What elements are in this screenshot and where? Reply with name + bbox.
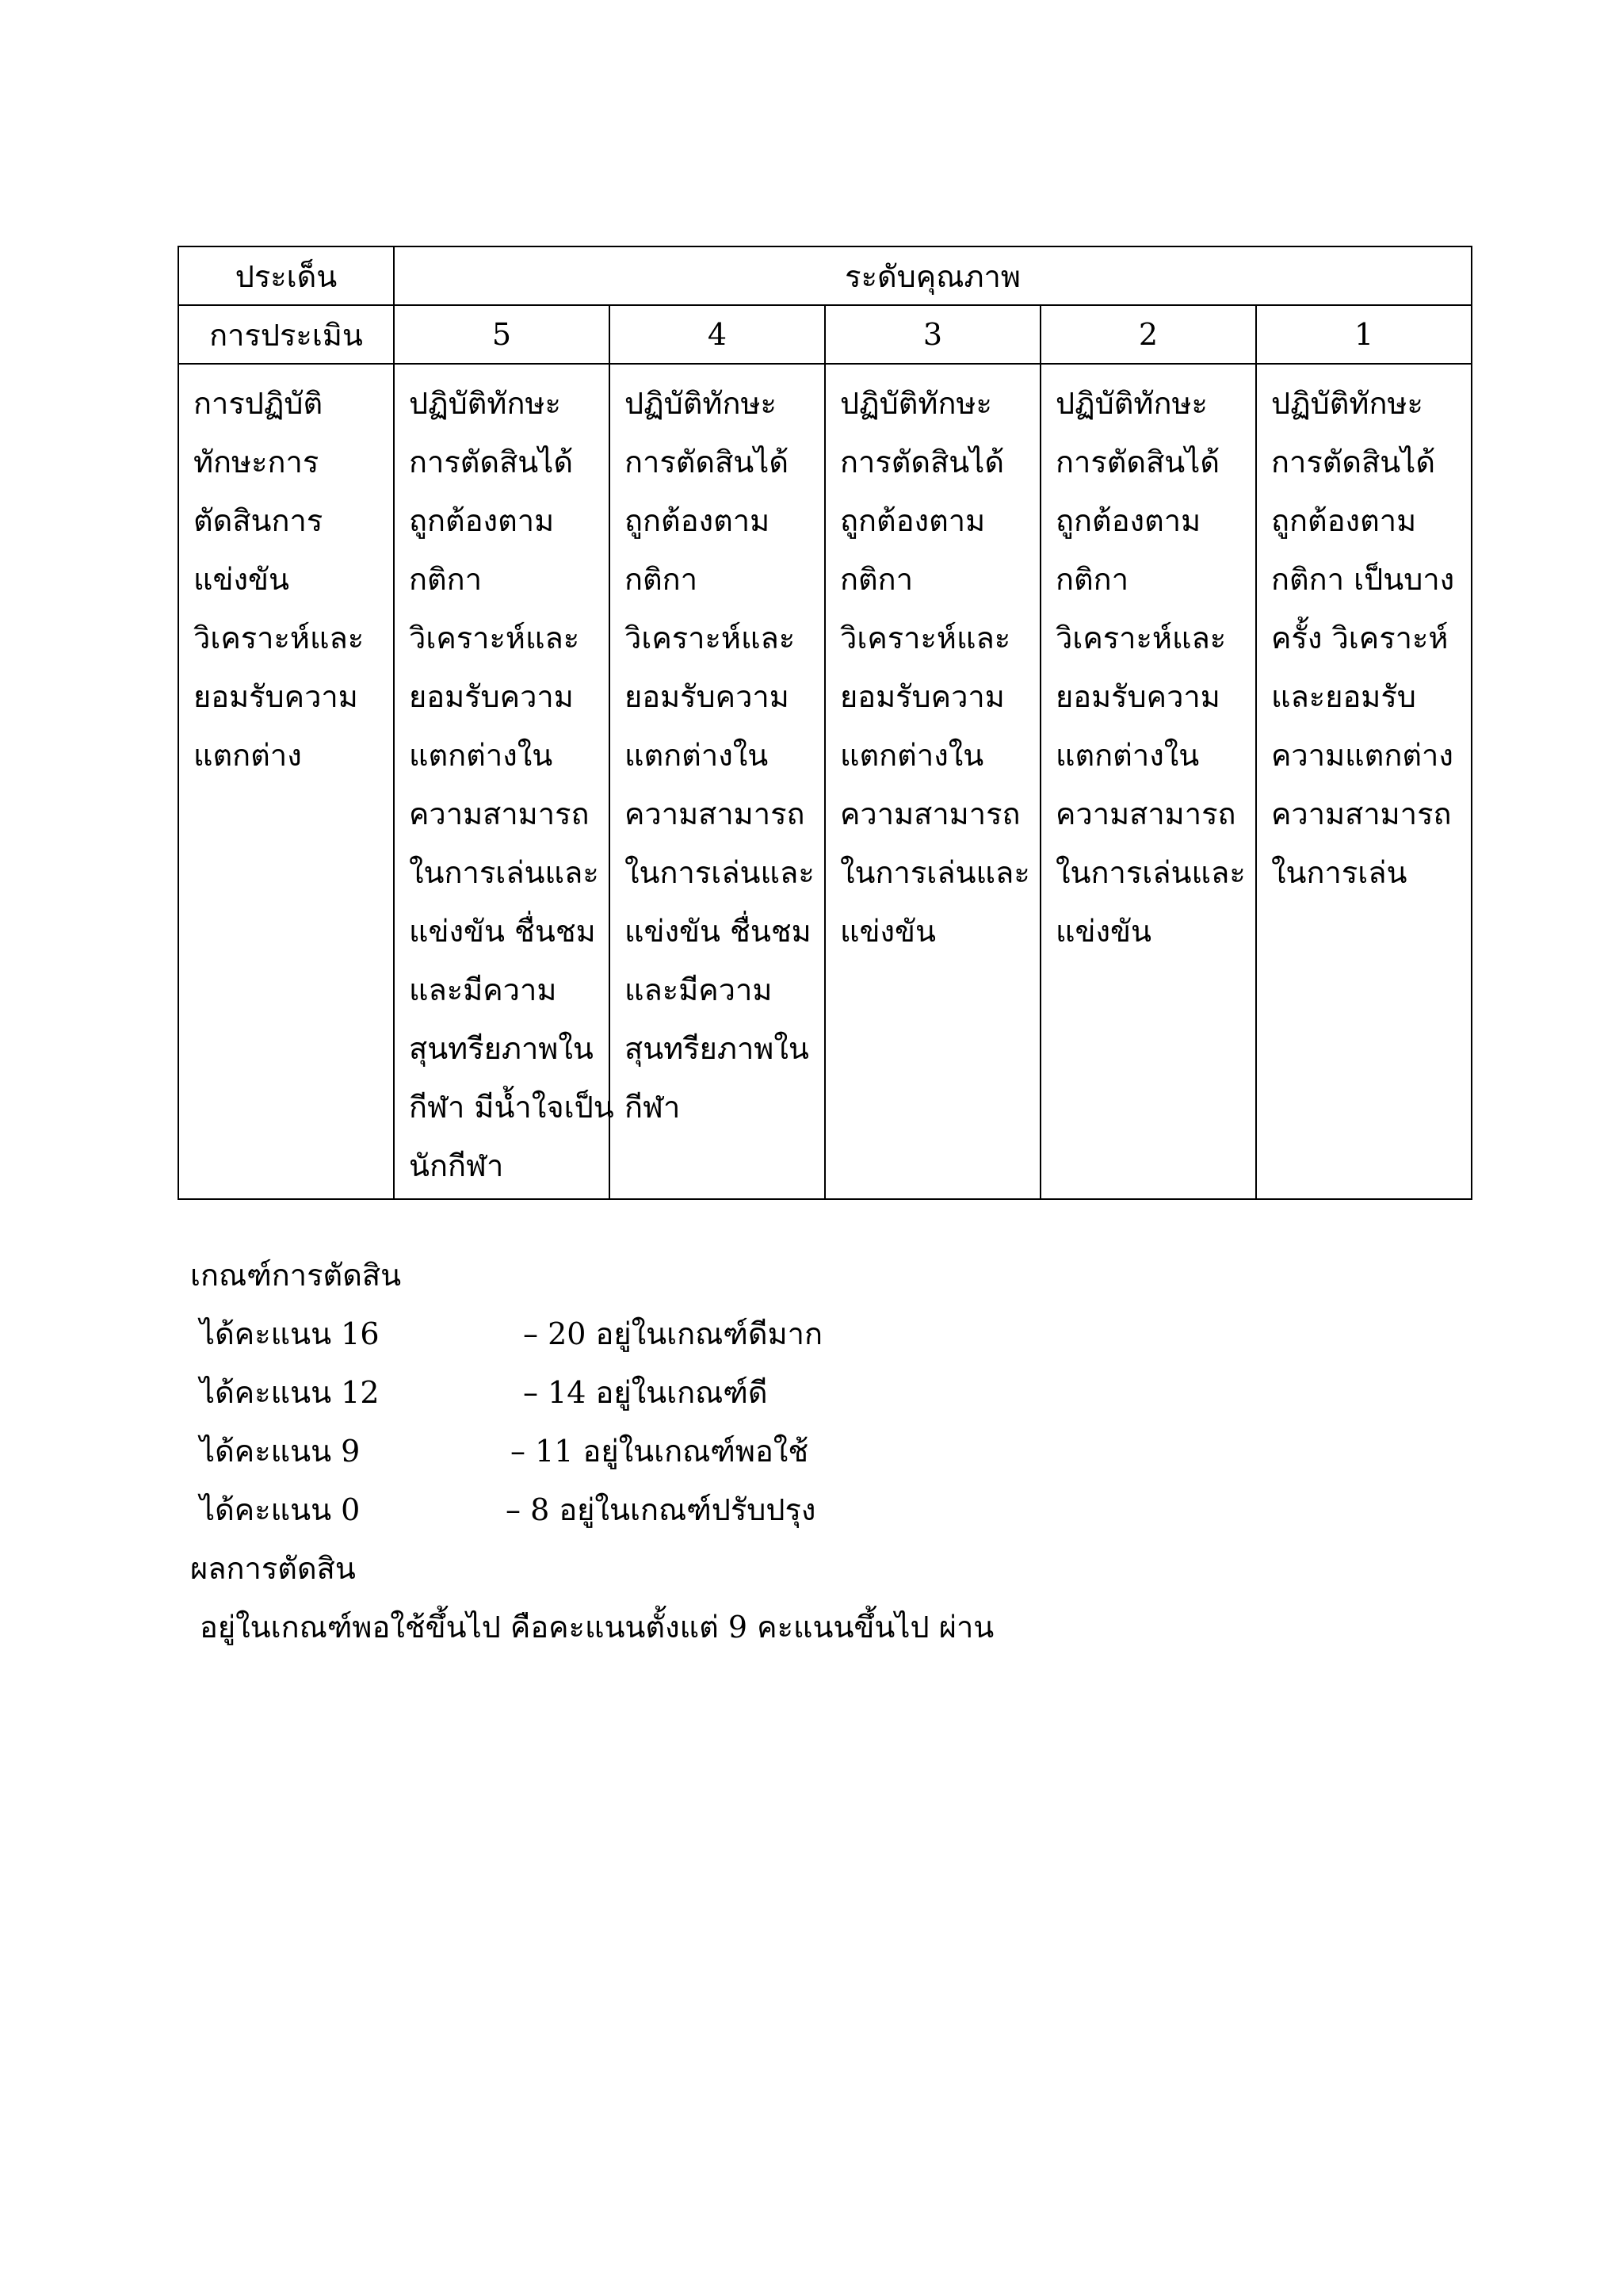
level-4-line: วิเคราะห์และ [624, 621, 796, 655]
level-3-line: ในการเล่นและ [840, 855, 1030, 890]
level-5-description [394, 364, 614, 1199]
level-1-line: กติกา เป็นบาง [1271, 562, 1455, 597]
level-2-line: ปฏิบัติทักษะ [1056, 386, 1208, 421]
level-5-line: ยอมรับความ [409, 679, 574, 714]
level-2-line: ความสามารถ [1056, 797, 1236, 831]
criterion-cell [178, 364, 394, 1199]
level-5-line: กีฬา มีน้ำใจเป็น [409, 1090, 614, 1125]
level-2-line: การตัดสินได้ [1056, 445, 1220, 479]
level-5-line: วิเคราะห์และ [409, 621, 580, 655]
level-4-line: ถูกต้องตาม [624, 503, 770, 538]
level-2-header: 2 [1041, 305, 1256, 364]
level-1-line: การตัดสินได้ [1271, 445, 1436, 479]
level-1-description [1256, 364, 1472, 1199]
header-criterion-bottom: การประเมิน [178, 305, 394, 364]
criterion-line: แข่งขัน [193, 562, 289, 597]
level-3-line: กติกา [840, 562, 914, 597]
scoring-criteria [190, 1246, 994, 1656]
level-5-line: ในการเล่นและ [409, 855, 599, 890]
level-5-line: แตกต่างใน [409, 738, 553, 773]
level-5-line: และมีความ [409, 972, 557, 1007]
level-3-line: ปฏิบัติทักษะ [840, 386, 992, 421]
level-1-line: ความแตกต่าง [1271, 738, 1453, 773]
rubric-body-row [178, 364, 1472, 1199]
level-4-line: สุนทรียภาพใน [624, 1031, 809, 1066]
criterion-line: แตกต่าง [193, 738, 302, 773]
score-label: ได้คะแนน 16 [200, 1316, 380, 1351]
score-range: – 11 อยู่ในเกณฑ์พอใช้ [510, 1434, 809, 1469]
level-1-line: ครั้ง วิเคราะห์ [1271, 621, 1449, 655]
header-row-2 [178, 305, 1472, 364]
score-range: – 14 อยู่ในเกณฑ์ดี [523, 1375, 768, 1410]
level-3-line: วิเคราะห์และ [840, 621, 1011, 655]
criteria-title: เกณฑ์การตัดสิน [190, 1258, 402, 1293]
score-row [190, 1363, 994, 1422]
level-4-line: ความสามารถ [624, 797, 805, 831]
level-2-line: ถูกต้องตาม [1056, 503, 1201, 538]
level-5-line: กติกา [409, 562, 483, 597]
level-3-line: ความสามารถ [840, 797, 1021, 831]
level-5-line: ปฏิบัติทักษะ [409, 386, 561, 421]
level-4-line: กติกา [624, 562, 698, 597]
level-2-line: แตกต่างใน [1056, 738, 1200, 773]
criterion-line: วิเคราะห์และ [193, 621, 365, 655]
level-4-line: ในการเล่นและ [624, 855, 815, 890]
level-3-line: แข่งขัน [840, 914, 936, 949]
level-3-line: แตกต่างใน [840, 738, 984, 773]
header-row-1 [178, 246, 1472, 305]
level-2-line: แข่งขัน [1056, 914, 1151, 949]
level-5-line: ความสามารถ [409, 797, 590, 831]
level-2-line: กติกา [1056, 562, 1129, 597]
level-4-line: และมีความ [624, 972, 773, 1007]
level-3-header: 3 [825, 305, 1041, 364]
level-3-line: การตัดสินได้ [840, 445, 1005, 479]
level-1-header: 1 [1256, 305, 1472, 364]
score-range: – 20 อยู่ในเกณฑ์ดีมาก [523, 1316, 823, 1351]
criterion-line: การปฏิบัติ [193, 386, 323, 421]
score-label: ได้คะแนน 9 [200, 1434, 361, 1469]
criterion-line: ตัดสินการ [193, 503, 323, 538]
level-1-line: ความสามารถ [1271, 797, 1452, 831]
level-4-header: 4 [609, 305, 825, 364]
score-row [190, 1305, 994, 1363]
level-2-line: ในการเล่นและ [1056, 855, 1246, 890]
level-4-line: ปฏิบัติทักษะ [624, 386, 777, 421]
level-4-line: ยอมรับความ [624, 679, 789, 714]
level-4-line: แตกต่างใน [624, 738, 769, 773]
header-criterion-top: ประเด็น [178, 246, 394, 305]
score-row [190, 1480, 994, 1539]
rubric-table [178, 246, 1472, 1200]
level-3-line: ยอมรับความ [840, 679, 1005, 714]
result-text: อยู่ในเกณฑ์พอใช้ขึ้นไป คือคะแนนตั้งแต่ 9 คะแนนขึ้นไป ผ่าน [200, 1610, 995, 1645]
level-1-line: ปฏิบัติทักษะ [1271, 386, 1423, 421]
level-4-description [609, 364, 825, 1199]
level-4-line: แข่งขัน ชื่นชม [624, 914, 812, 949]
level-5-line: ถูกต้องตาม [409, 503, 555, 538]
score-label: ได้คะแนน 12 [200, 1375, 380, 1410]
criterion-line: ยอมรับความ [193, 679, 358, 714]
level-2-line: ยอมรับความ [1056, 679, 1220, 714]
level-3-line: ถูกต้องตาม [840, 503, 986, 538]
level-4-line: กีฬา [624, 1090, 681, 1125]
score-row [190, 1422, 994, 1480]
level-5-line: สุนทรียภาพใน [409, 1031, 594, 1066]
level-3-description [825, 364, 1041, 1199]
level-2-line: วิเคราะห์และ [1056, 621, 1227, 655]
criterion-line: ทักษะการ [193, 445, 319, 479]
score-label: ได้คะแนน 0 [200, 1492, 361, 1527]
level-1-line: ในการเล่น [1271, 855, 1407, 890]
level-5-header: 5 [394, 305, 609, 364]
header-quality-level: ระดับคุณภาพ [394, 246, 1472, 305]
level-1-line: และยอมรับ [1271, 679, 1416, 714]
level-5-line: นักกีฬา [409, 1148, 504, 1183]
score-range: – 8 อยู่ในเกณฑ์ปรับปรุง [506, 1492, 816, 1527]
level-5-line: แข่งขัน ชื่นชม [409, 914, 596, 949]
level-5-line: การตัดสินได้ [409, 445, 574, 479]
level-1-line: ถูกต้องตาม [1271, 503, 1417, 538]
result-title: ผลการตัดสิน [190, 1551, 356, 1586]
level-4-line: การตัดสินได้ [624, 445, 789, 479]
level-2-description [1041, 364, 1256, 1199]
